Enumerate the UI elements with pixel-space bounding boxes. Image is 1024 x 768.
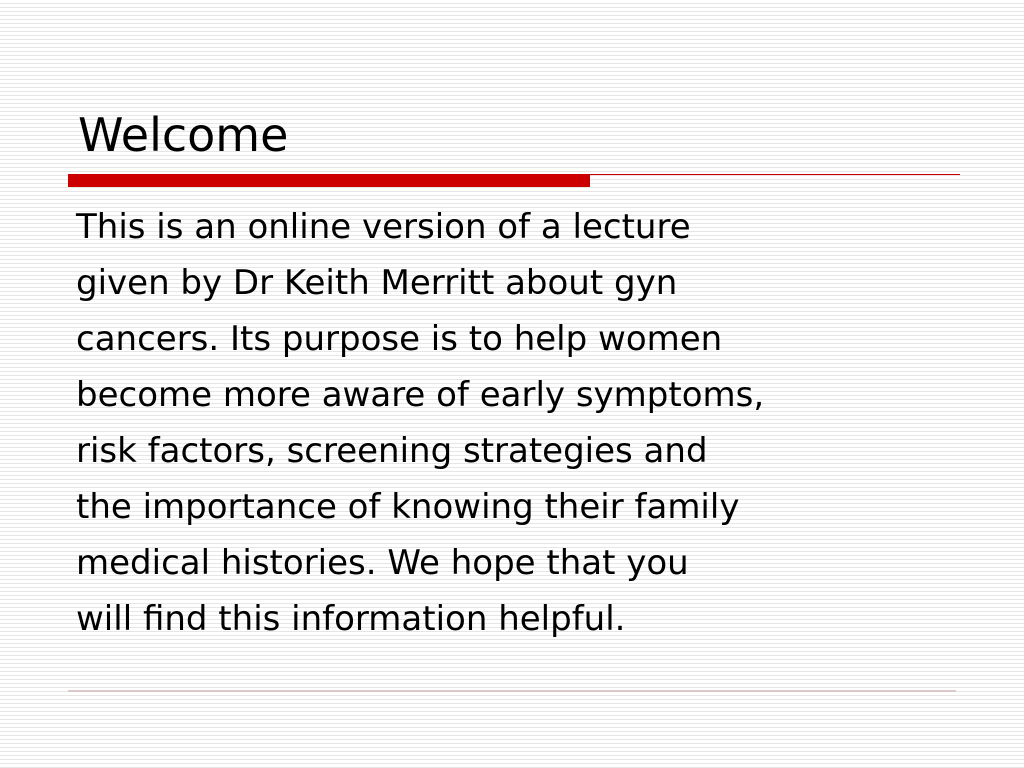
slide-title: Welcome [78, 108, 289, 162]
body-line: will find this information helpful. [76, 599, 626, 639]
body-line: the importance of knowing their family [76, 487, 740, 527]
body-line: become more aware of early symptoms, [76, 375, 765, 415]
body-line: risk factors, screening strategies and [76, 431, 708, 471]
footer-divider [68, 690, 956, 692]
slide-body-text [76, 199, 976, 647]
body-line: This is an online version of a lecture [76, 207, 691, 247]
title-accent-line [590, 174, 960, 175]
body-line: cancers. Its purpose is to help women [76, 319, 723, 359]
body-line: medical histories. We hope that you [76, 543, 689, 583]
title-accent-bar [68, 174, 590, 187]
body-line: given by Dr Keith Merritt about gyn [76, 263, 678, 303]
